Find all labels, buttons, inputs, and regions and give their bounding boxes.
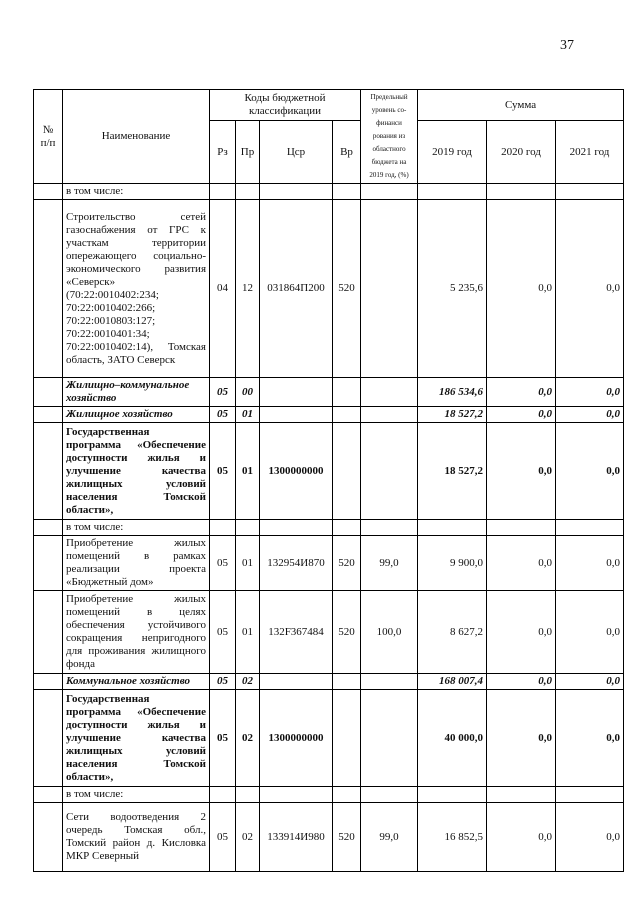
row-vr bbox=[333, 674, 361, 690]
row-pct bbox=[361, 200, 418, 378]
row-2020: 0,0 bbox=[487, 690, 556, 787]
header-limit: Предельный уровень со-финанси рования из областного бюджета на 2019 год, (%) bbox=[361, 90, 418, 184]
page-number: 37 bbox=[560, 38, 574, 53]
header-vr: Вр bbox=[333, 121, 361, 184]
row-pct: 100,0 bbox=[361, 591, 418, 674]
row-pct bbox=[361, 378, 418, 407]
row-pct bbox=[361, 407, 418, 423]
row-vr bbox=[333, 407, 361, 423]
row-2021: 0,0 bbox=[556, 690, 624, 787]
row-rz: 05 bbox=[210, 423, 236, 520]
row-pr: 12 bbox=[236, 200, 260, 378]
row-vr bbox=[333, 690, 361, 787]
row-vr: 520 bbox=[333, 591, 361, 674]
row-csr: 031864П200 bbox=[260, 200, 333, 378]
row-2019: 5 235,6 bbox=[418, 200, 487, 378]
row-2019: 168 007,4 bbox=[418, 674, 487, 690]
table-row bbox=[34, 674, 624, 690]
row-name: Государственная программа «Обеспечение доступности жилья и улучшение качества жилищных условий населения Томской области», bbox=[63, 690, 210, 787]
row-2019: 18 527,2 bbox=[418, 423, 487, 520]
row-name: Государственная программа «Обеспечение доступности жилья и улучшение качества жилищных условий населения Томской области», bbox=[63, 423, 210, 520]
row-2020: 0,0 bbox=[487, 674, 556, 690]
row-2020: 0,0 bbox=[487, 407, 556, 423]
row-vr bbox=[333, 378, 361, 407]
table-row bbox=[34, 423, 624, 520]
row-csr bbox=[260, 378, 333, 407]
row-csr bbox=[260, 407, 333, 423]
row-2021: 0,0 bbox=[556, 200, 624, 378]
row-rz: 05 bbox=[210, 591, 236, 674]
row-2021: 0,0 bbox=[556, 378, 624, 407]
row-rz: 05 bbox=[210, 690, 236, 787]
table-row bbox=[34, 591, 624, 674]
table-row bbox=[34, 200, 624, 378]
table-row bbox=[34, 407, 624, 423]
table-row bbox=[34, 536, 624, 591]
row-name: Строительство сетей газоснабжения от ГРС к участкам территории опережающего социально-экономического развития «Северск» (70:22:0010402:234; 70:22:0010402:266; 70:22:0010803:127; 70:22:0010401:34; 70:22:0010402:14), Томская область, ЗАТО Северск bbox=[63, 200, 210, 378]
row-rz: 05 bbox=[210, 407, 236, 423]
row-csr: 1300000000 bbox=[260, 690, 333, 787]
row-2021: 0,0 bbox=[556, 591, 624, 674]
row-pr: 01 bbox=[236, 423, 260, 520]
row-2020: 0,0 bbox=[487, 378, 556, 407]
row-name: Сети водоотведения 2 очередь Томская обл., Томский район д. Кисловка МКР Северный bbox=[63, 803, 210, 872]
row-2020: 0,0 bbox=[487, 200, 556, 378]
header-name: Наименование bbox=[63, 90, 210, 184]
row-2021: 0,0 bbox=[556, 674, 624, 690]
header-csr: Цср bbox=[260, 121, 333, 184]
budget-table bbox=[33, 89, 624, 872]
row-csr bbox=[260, 674, 333, 690]
row-rz: 05 bbox=[210, 674, 236, 690]
row-csr: 132954И870 bbox=[260, 536, 333, 591]
header-num: № п/п bbox=[34, 90, 63, 184]
table-row bbox=[34, 520, 624, 536]
row-name: Приобретение жилых помещений в целях обеспечения устойчивого сокращения непригодного для проживания жилищного фонда bbox=[63, 591, 210, 674]
row-name: в том числе: bbox=[63, 184, 210, 200]
table-row bbox=[34, 803, 624, 872]
row-vr: 520 bbox=[333, 200, 361, 378]
row-name: в том числе: bbox=[63, 520, 210, 536]
row-2019: 18 527,2 bbox=[418, 407, 487, 423]
table-row bbox=[34, 184, 624, 200]
row-rz: 05 bbox=[210, 803, 236, 872]
row-pct: 99,0 bbox=[361, 536, 418, 591]
row-name: Приобретение жилых помещений в рамках реализации проекта «Бюджетный дом» bbox=[63, 536, 210, 591]
row-vr: 520 bbox=[333, 803, 361, 872]
table-row bbox=[34, 690, 624, 787]
row-pct bbox=[361, 674, 418, 690]
row-rz: 04 bbox=[210, 200, 236, 378]
row-csr: 1300000000 bbox=[260, 423, 333, 520]
header-pr: Пр bbox=[236, 121, 260, 184]
header-2020: 2020 год bbox=[487, 121, 556, 184]
row-2019: 40 000,0 bbox=[418, 690, 487, 787]
table-row bbox=[34, 378, 624, 407]
row-pct bbox=[361, 690, 418, 787]
row-2021: 0,0 bbox=[556, 536, 624, 591]
header-2019: 2019 год bbox=[418, 121, 487, 184]
row-2021: 0,0 bbox=[556, 423, 624, 520]
row-pr: 01 bbox=[236, 407, 260, 423]
row-pr: 01 bbox=[236, 536, 260, 591]
row-2019: 9 900,0 bbox=[418, 536, 487, 591]
row-csr: 132F367484 bbox=[260, 591, 333, 674]
row-2021: 0,0 bbox=[556, 803, 624, 872]
row-rz: 05 bbox=[210, 536, 236, 591]
row-pct: 99,0 bbox=[361, 803, 418, 872]
row-2019: 16 852,5 bbox=[418, 803, 487, 872]
row-2019: 186 534,6 bbox=[418, 378, 487, 407]
table-row bbox=[34, 787, 624, 803]
row-2019: 8 627,2 bbox=[418, 591, 487, 674]
header-rz: Рз bbox=[210, 121, 236, 184]
row-rz: 05 bbox=[210, 378, 236, 407]
row-2021: 0,0 bbox=[556, 407, 624, 423]
row-name: Коммунальное хозяйство bbox=[63, 674, 210, 690]
row-csr: 133914И980 bbox=[260, 803, 333, 872]
row-pr: 01 bbox=[236, 591, 260, 674]
row-2020: 0,0 bbox=[487, 536, 556, 591]
row-name: Жилищное хозяйство bbox=[63, 407, 210, 423]
row-vr: 520 bbox=[333, 536, 361, 591]
row-vr bbox=[333, 423, 361, 520]
row-pr: 02 bbox=[236, 690, 260, 787]
header-codes: Коды бюджетной классификации bbox=[210, 90, 361, 121]
header-sum: Сумма bbox=[418, 90, 624, 121]
row-2020: 0,0 bbox=[487, 423, 556, 520]
row-name: Жилищно–коммунальное хозяйство bbox=[63, 378, 210, 407]
row-2020: 0,0 bbox=[487, 803, 556, 872]
row-2020: 0,0 bbox=[487, 591, 556, 674]
row-pr: 00 bbox=[236, 378, 260, 407]
row-pct bbox=[361, 423, 418, 520]
row-pr: 02 bbox=[236, 803, 260, 872]
row-name: в том числе: bbox=[63, 787, 210, 803]
header-2021: 2021 год bbox=[556, 121, 624, 184]
row-pr: 02 bbox=[236, 674, 260, 690]
